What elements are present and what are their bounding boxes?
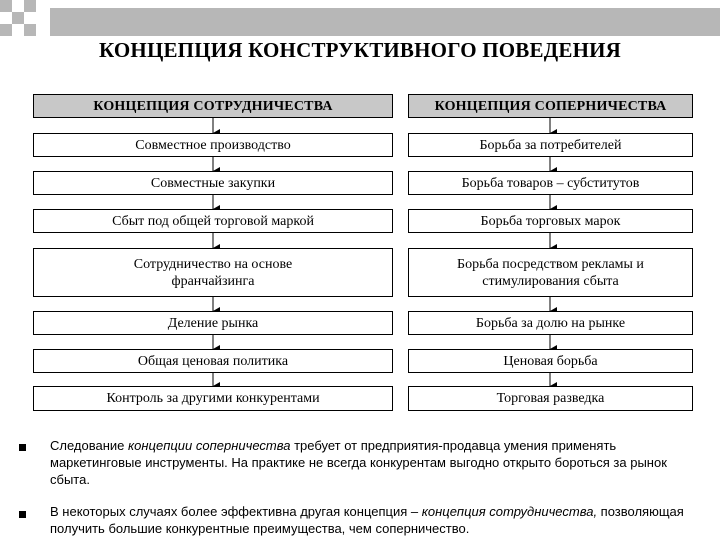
competition-item: Борьба товаров – субститутов	[408, 171, 693, 195]
cooperation-item: Контроль за другими конкурентами	[33, 386, 393, 411]
cooperation-item: Сбыт под общей торговой маркой	[33, 209, 393, 233]
competition-item: Ценовая борьба	[408, 349, 693, 373]
note-emphasis: концепции соперничества	[128, 438, 291, 453]
cooperation-concept-header: КОНЦЕПЦИЯ СОТРУДНИЧЕСТВА	[33, 94, 393, 118]
note-emphasis: концепция сотрудничества,	[421, 504, 598, 519]
competition-item: Борьба торговых марок	[408, 209, 693, 233]
bullet-icon	[19, 511, 26, 518]
note-text: позволяющая получить большие конкурентные преимущества, чем соперничество.	[50, 504, 684, 536]
cooperation-item: Совместные закупки	[33, 171, 393, 195]
note-paragraph	[50, 437, 710, 488]
competition-item: Торговая разведка	[408, 386, 693, 411]
competition-concept-header: КОНЦЕПЦИЯ СОПЕРНИЧЕСТВА	[408, 94, 693, 118]
cooperation-item: Сотрудничество на основе франчайзинга	[33, 248, 393, 297]
competition-item: Борьба за долю на рынке	[408, 311, 693, 335]
note-text: требует от предприятия-продавца умения применять маркетинговые инструменты. На практике не всегда конкурентам выгодно открыто бороться за рынок сбыта.	[50, 438, 667, 487]
cooperation-item: Деление рынка	[33, 311, 393, 335]
note-paragraph	[50, 503, 710, 537]
competition-item: Борьба посредством рекламы и стимулирования сбыта	[408, 248, 693, 297]
note-text: В некоторых случаях более эффективна другая концепция –	[50, 504, 422, 519]
bullet-icon	[19, 444, 26, 451]
cooperation-item: Совместное производство	[33, 133, 393, 157]
competition-item: Борьба за потребителей	[408, 133, 693, 157]
cooperation-item: Общая ценовая политика	[33, 349, 393, 373]
page-title: КОНЦЕПЦИЯ КОНСТРУКТИВНОГО ПОВЕДЕНИЯ	[98, 38, 622, 62]
note-text: Следование	[50, 438, 129, 453]
